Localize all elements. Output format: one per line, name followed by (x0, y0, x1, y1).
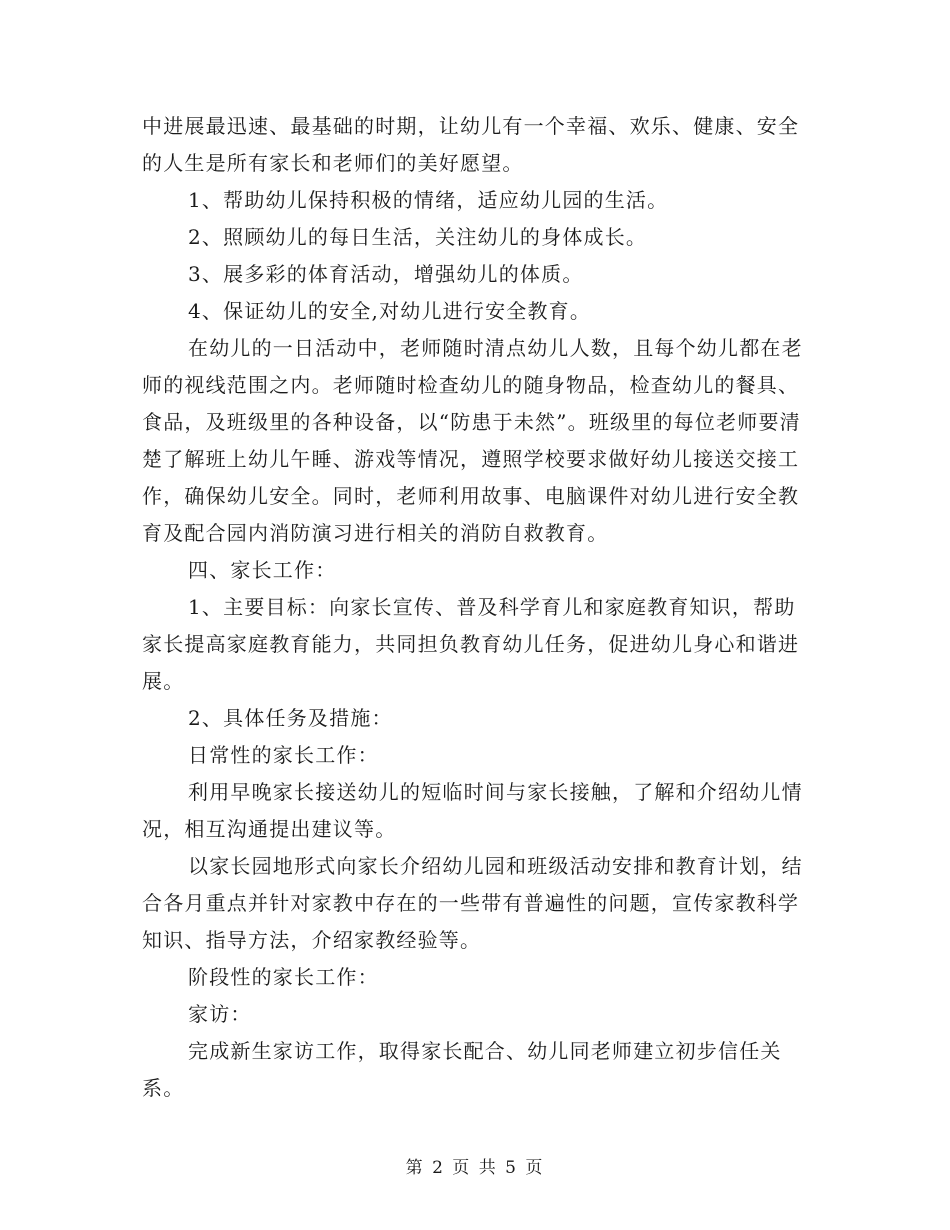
paragraph: 2、具体任务及措施： (188, 706, 393, 730)
paragraph: 1、主要目标：向家长宣传、普及科学育儿和家庭教育知识，帮助家长提高家庭教育能力，共同担负教育幼儿任务，促进幼儿身心和谐进展。 (142, 595, 800, 693)
paragraph: 利用早晚家长接送幼儿的短临时间与家长接触，了解和介绍幼儿情况，相互沟通提出建议等。 (142, 780, 803, 841)
paragraph: 1、帮助幼儿保持积极的情绪，适应幼儿园的生活。 (188, 188, 669, 212)
page-number-footer: 第 2 页 共 5 页 (405, 1158, 545, 1178)
paragraph: 中进展最迅速、最基础的时期，让幼儿有一个幸福、欢乐、健康、安全的人生是所有家长和老师们的美好愿望。 (142, 114, 800, 175)
paragraph: 完成新生家访工作，取得家长配合、幼儿同老师建立初步信任关系。 (142, 1039, 782, 1100)
document-body (142, 108, 807, 1107)
paragraph: 4、保证幼儿的安全,对幼儿进行安全教育。 (188, 299, 592, 323)
paragraph: 以家长园地形式向家长介绍幼儿园和班级活动安排和教育计划，结合各月重点并针对家教中存在的一些带有普遍性的问题，宣传家教科学知识、指导方法，介绍家教经验等。 (142, 854, 803, 952)
paragraph: 2、照顾幼儿的每日生活，关注幼儿的身体成长。 (188, 225, 648, 249)
paragraph: 家访： (188, 1002, 252, 1026)
section-heading: 四、家长工作： (188, 558, 337, 582)
paragraph: 阶段性的家长工作： (188, 965, 379, 989)
paragraph: 在幼儿的一日活动中，老师随时清点幼儿人数，且每个幼儿都在老师的视线范围之内。老师随时检查幼儿的随身物品，检查幼儿的餐具、食品，及班级里的各种设备，以“防患于未然”。班级里的每位老师要清楚了解班上幼儿午睡、游戏等情况，遵照学校要求做好幼儿接送交接工作，确保幼儿安全。同时，老师利用故事、电脑课件对幼儿进行安全教育及配合园内消防演习进行相关的消防自救教育。 (142, 336, 803, 545)
paragraph: 日常性的家长工作： (188, 743, 379, 767)
paragraph: 3、展多彩的体育活动，增强幼儿的体质。 (188, 262, 584, 286)
